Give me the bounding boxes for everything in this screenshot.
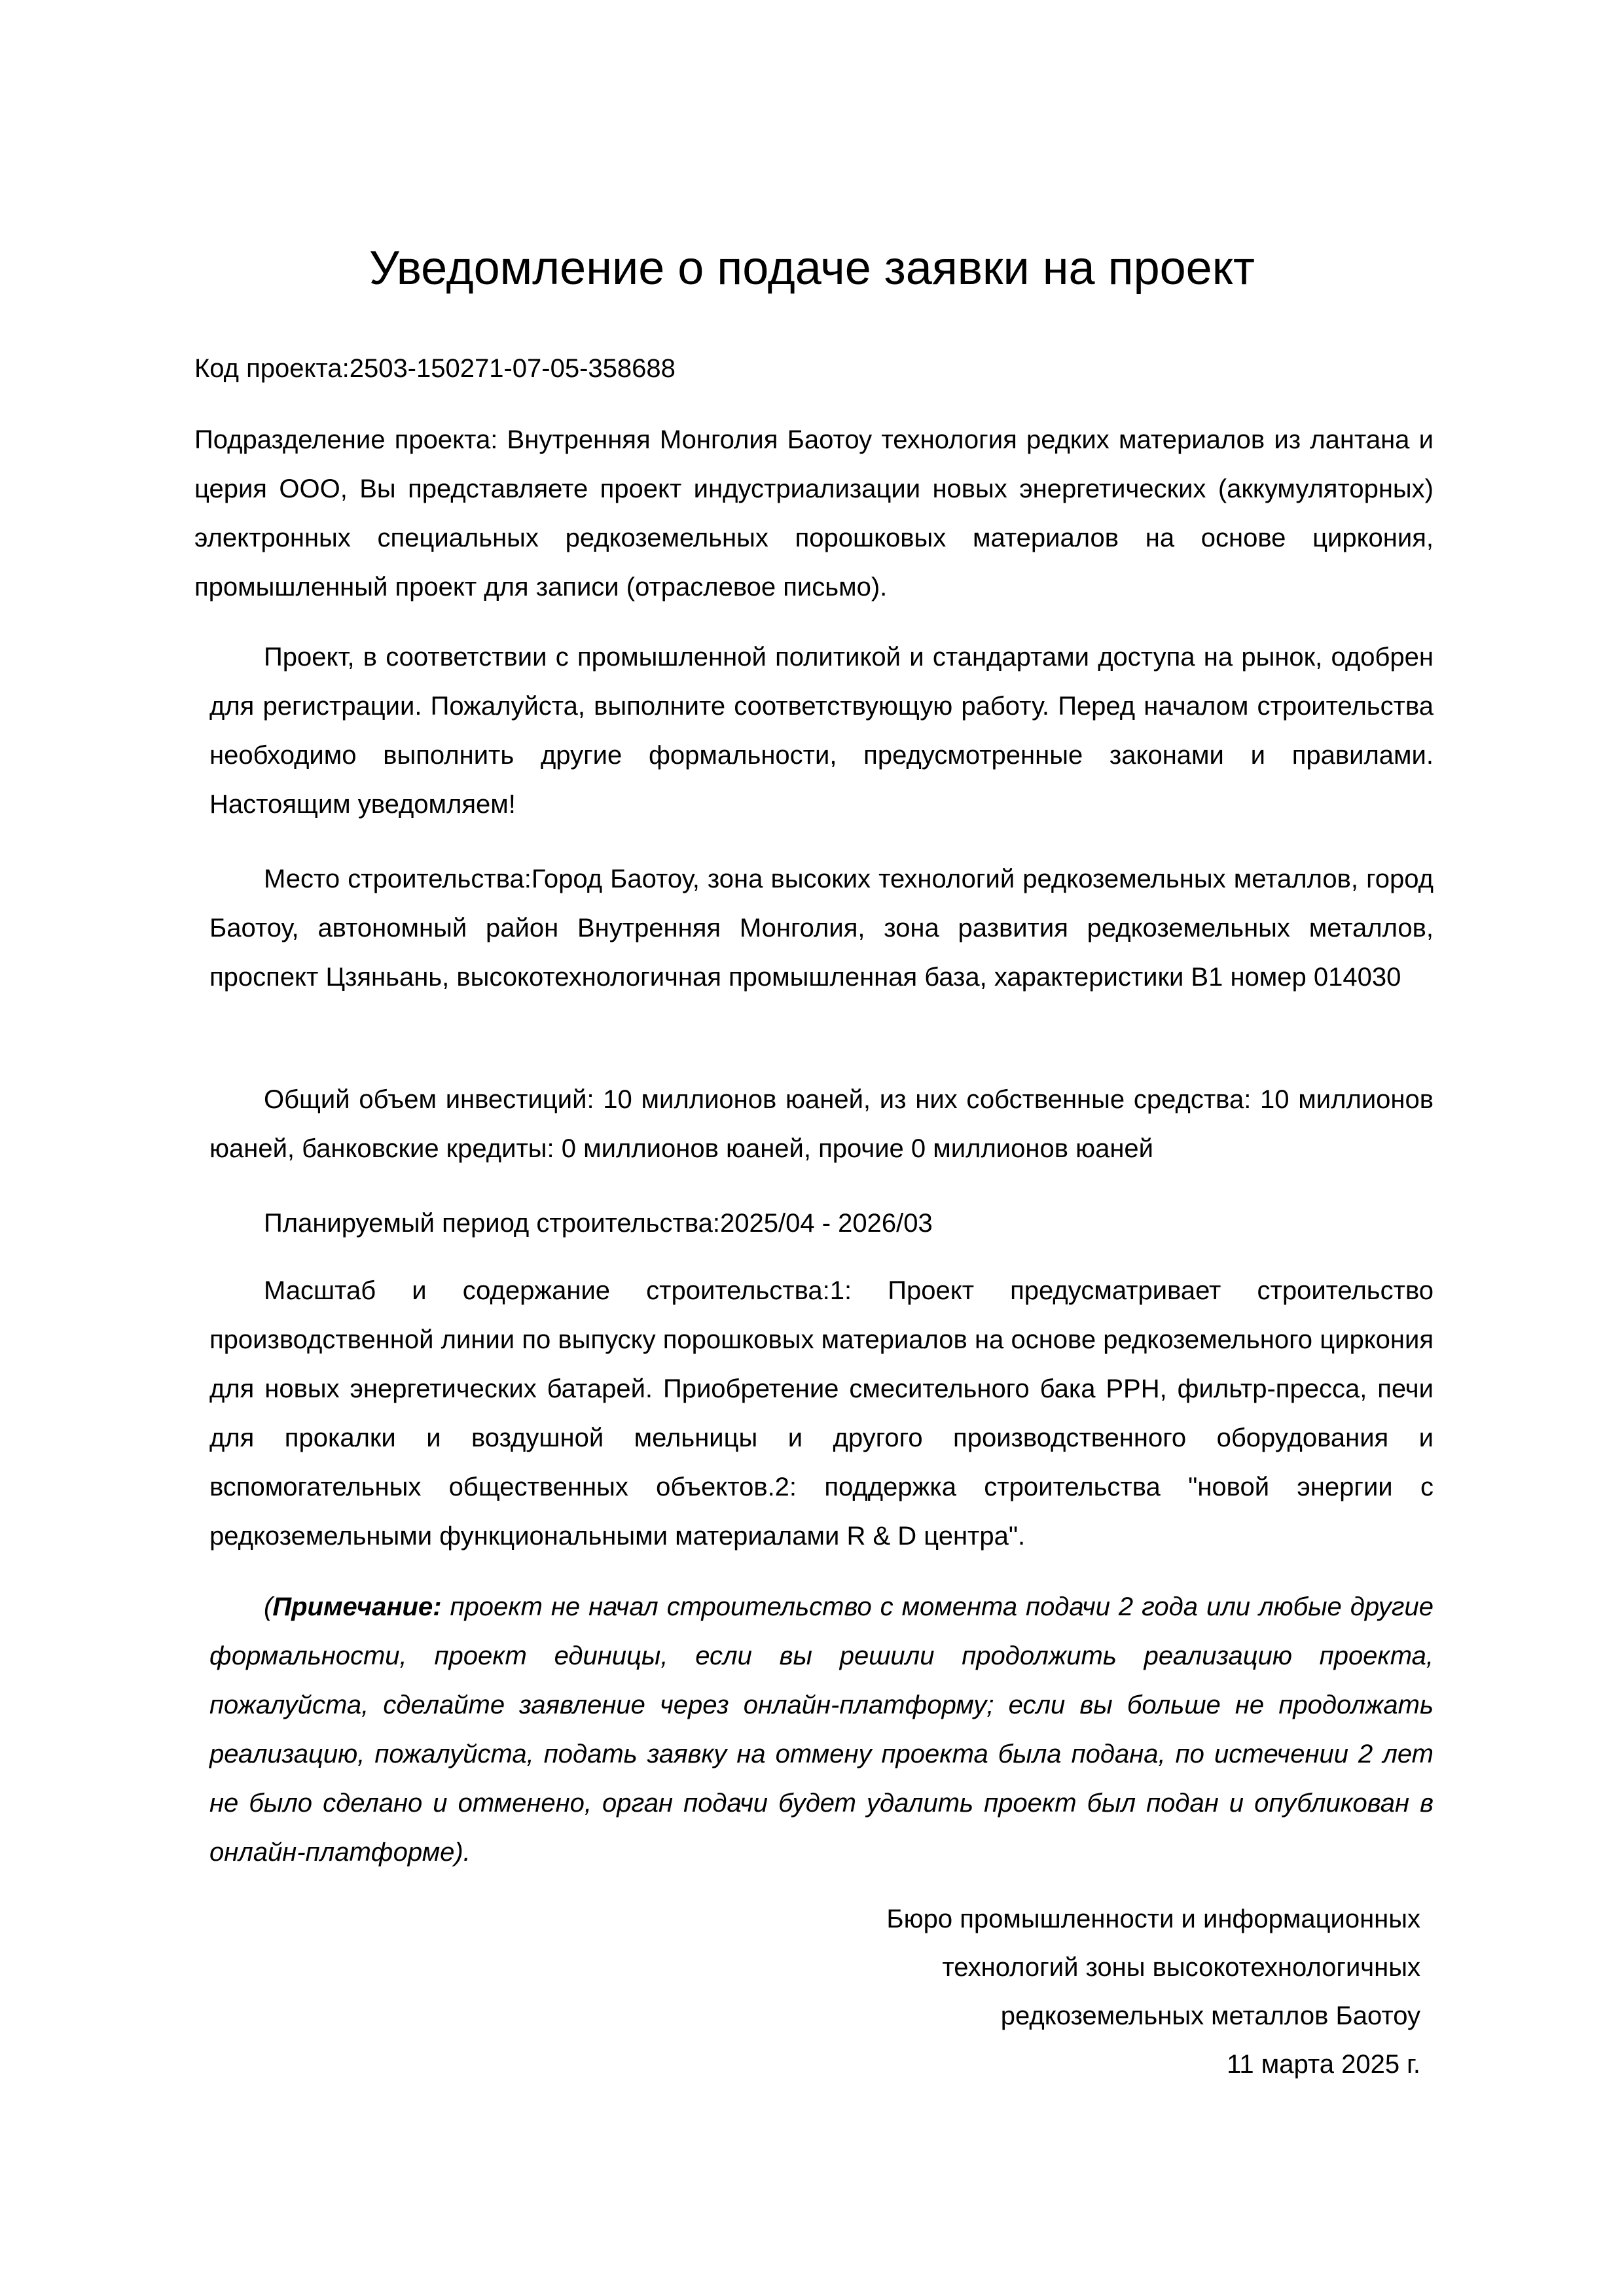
construction-scope-paragraph: Масштаб и содержание строительства:1: Проект предусматривает строительство производственной линии по выпуску порошковых материалов на основе редкоземельного циркония для новых энергетических батарей. Приобретение смесительного бака PPH, фильтр-пресса, печи для прокалки и воздушной мельницы и другого производственного оборудования и вспомогательных общественных объектов.2: поддержка строительства "новой энергии с редкоземельными функциональными материалами R & D центра". (209, 1276, 1434, 1551)
note-open-paren: ( (264, 1592, 273, 1621)
signature-line-3: редкоземельных металлов Баотоу (1000, 2001, 1420, 2030)
signature-block (785, 1895, 1420, 2089)
document-title: Уведомление о подаче заявки на проект (369, 242, 1255, 295)
project-unit-paragraph: Подразделение проекта: Внутренняя Монголия Баотоу технология редких материалов из лантана и церия ООО, Вы представляете проект индустриализации новых энергетических (аккумуляторных) электронных специальных редкоземельных порошковых материалов на основе циркония, промышленный проект для записи (отраслевое письмо). (194, 425, 1434, 601)
project-code: Код проекта:2503-150271-07-05-358688 (194, 354, 676, 383)
approval-paragraph: Проект, в соответствии с промышленной политикой и стандартами доступа на рынок, одобрен для регистрации. Пожалуйста, выполните соответствующую работу. Перед началом строительства необходимо выполнить другие формальности, предусмотренные законами и правилами. Настоящим уведомляем! (209, 643, 1434, 819)
construction-location-paragraph: Место строительства:Город Баотоу, зона высоких технологий редкоземельных металлов, город Баотоу, автономный район Внутренняя Монголия, зона развития редкоземельных металлов, проспект Цзяньань, высокотехнологичная промышленная база, характеристики B1 номер 014030 (209, 865, 1434, 992)
note-label: Примечание: (272, 1592, 442, 1621)
note-text: проект не начал строительство с момента подачи 2 года или любые другие формальности, проект единицы, если вы решили продолжить реализацию проекта, пожалуйста, сделайте заявление через онлайн-платформу; если вы больше не продолжать реализацию, пожалуйста, подать заявку на отмену проекта была подана, по истечении 2 лет не было сделано и отменено, орган подачи будет удалить проект был подан и опубликован в онлайн-платформе). (209, 1592, 1434, 1867)
note-paragraph (209, 1583, 1434, 1877)
signature-line-1: Бюро промышленности и информационных (886, 1905, 1420, 1933)
investment-paragraph: Общий объем инвестиций: 10 миллионов юаней, из них собственные средства: 10 миллионов юаней, банковские кредиты: 0 миллионов юаней, прочие 0 миллионов юаней (209, 1085, 1434, 1163)
signature-line-2: технологий зоны высокотехнологичных (942, 1953, 1420, 1982)
construction-period-paragraph: Планируемый период строительства:2025/04 - 2026/03 (264, 1209, 933, 1238)
signature-date: 11 марта 2025 г. (1227, 2050, 1420, 2079)
